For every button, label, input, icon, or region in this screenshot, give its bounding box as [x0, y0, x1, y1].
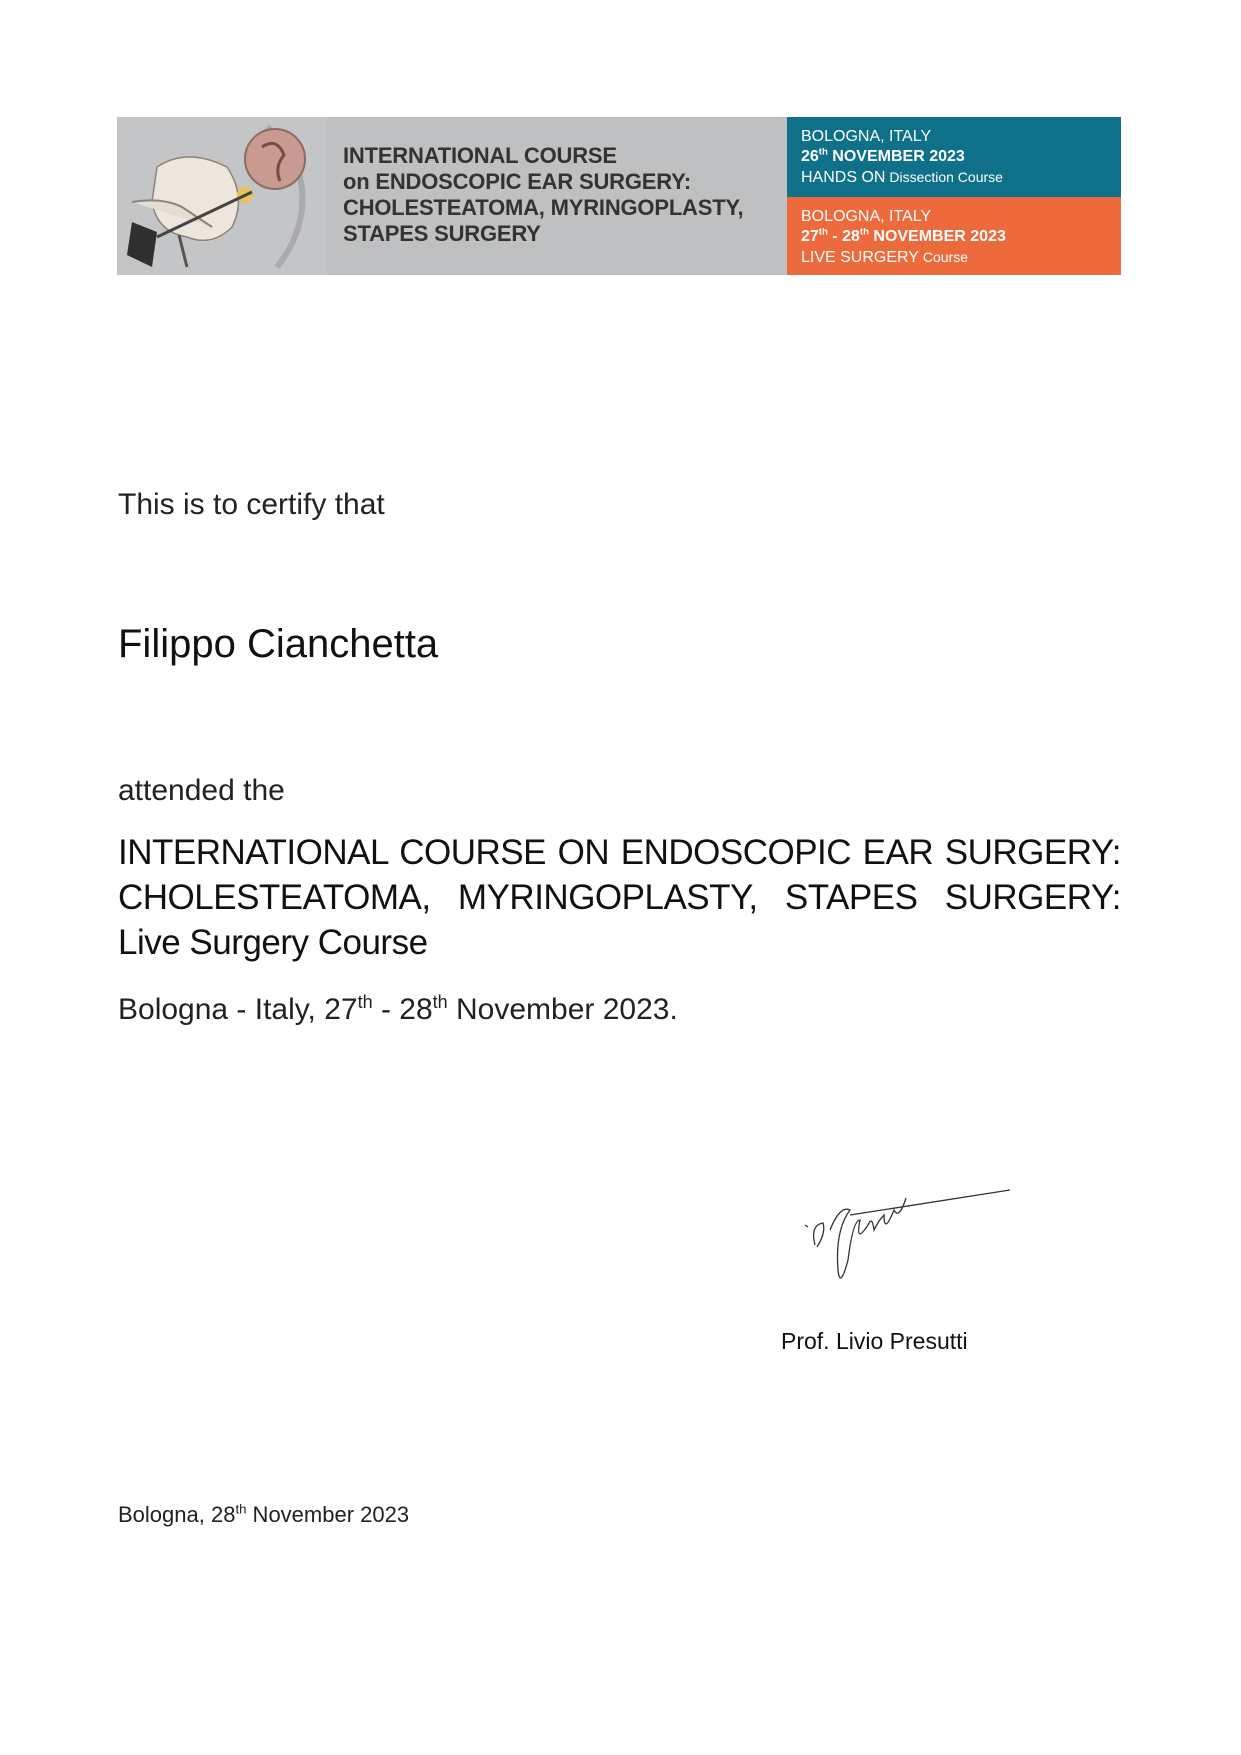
certify-intro: This is to certify that: [118, 488, 385, 521]
hands-on-course-box: [787, 117, 1121, 197]
course-title: INTERNATIONAL COURSE ON ENDOSCOPIC EAR SURGERY: CHOLESTEATOMA, MYRINGOPLASTY, STAPES SURGERY: Live Surgery Course: [118, 833, 1121, 962]
live-date: 27th - 28th NOVEMBER 2023: [801, 226, 1006, 245]
hands-on-label: HANDS ON Dissection Course: [801, 169, 1003, 186]
banner-title-line: CHOLESTEATOMA, MYRINGOPLASTY,: [343, 195, 744, 220]
hands-on-date: 26th NOVEMBER 2023: [801, 146, 965, 165]
live-city: BOLOGNA, ITALY: [801, 208, 932, 225]
live-label: LIVE SURGERY Course: [801, 249, 968, 266]
recipient-name: Filippo Cianchetta: [118, 622, 439, 666]
signer-name: Prof. Livio Presutti: [781, 1328, 968, 1354]
course-banner: [117, 117, 1121, 275]
banner-title-line: STAPES SURGERY: [343, 221, 541, 246]
course-dates: Bologna - Italy, 27th - 28th November 2023.: [118, 992, 678, 1026]
issue-place-date: Bologna, 28th November 2023: [118, 1501, 410, 1527]
banner-title-line: on ENDOSCOPIC EAR SURGERY:: [343, 169, 692, 194]
hands-on-city: BOLOGNA, ITALY: [801, 128, 932, 145]
live-surgery-course-box: [787, 197, 1121, 275]
ear-endoscope-illustration: [117, 117, 327, 275]
attended-label: attended the: [118, 774, 285, 807]
banner-title: [343, 143, 743, 247]
signature: [800, 1185, 1010, 1295]
banner-title-line: INTERNATIONAL COURSE: [343, 143, 617, 168]
